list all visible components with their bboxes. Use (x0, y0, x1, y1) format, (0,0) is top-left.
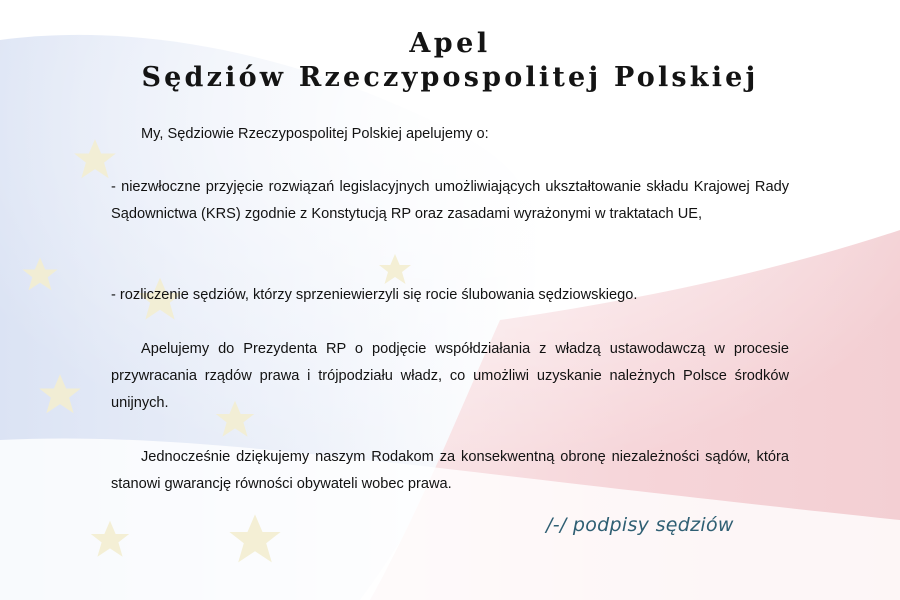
demand-item-judges: - rozliczenie sędziów, którzy sprzeniewierzyli się rocie ślubowania sędziowskiego. (111, 287, 638, 303)
demand-item-krs: - niezwłoczne przyjęcie rozwiązań legislacyjnych umożliwiających ukształtowanie składu Krajowej Rady Sądownictwa (KRS) zgodnie z Konstytucją RP oraz zasadami wyrażonymi w traktatach UE, (111, 179, 789, 222)
thanks-paragraph: Jednocześnie dziękujemy naszym Rodakom za konsekwentną obronę niezależności sądów, która stanowi gwarancję równości obywateli wobec prawa. (111, 449, 789, 492)
intro-paragraph: My, Sędziowie Rzeczypospolitej Polskiej apelujemy o: (141, 126, 489, 142)
appeal-paragraph: Apelujemy do Prezydenta RP o podjęcie współdziałania z władzą ustawodawczą w procesie przywracania rządów prawa i trójpodziału władz, co umożliwi uzyskanie należnych Polsce środków unijnych. (111, 341, 789, 411)
signature: /-/ podpisy sędziów (546, 514, 734, 536)
title-line-1: Apel (409, 28, 491, 59)
title-line-2: Sędziów Rzeczypospolitej Polskiej (141, 62, 759, 93)
